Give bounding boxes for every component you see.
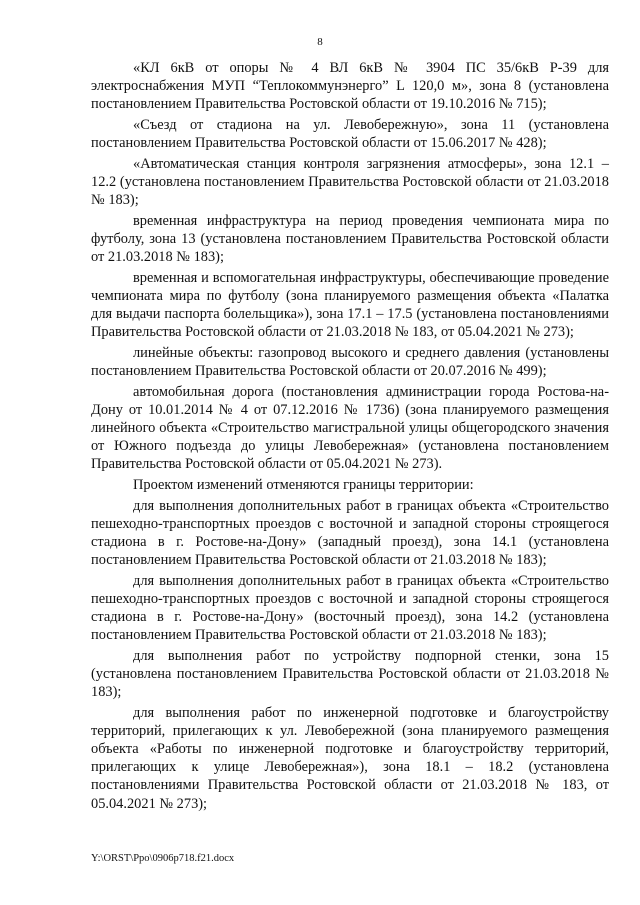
footer-file-path: Y:\ORST\Ppo\0906p718.f21.docx <box>91 853 235 864</box>
paragraph: для выполнения работ по инженерной подготовке и благоустройству территорий, прилегающих к ул. Левобережной (зона планируемого размещения объекта «Работы по инженерной подготовке и благоустройству территорий, прилегающих к улице Левобережная»), зона 18.1 – 18.2 (установлена постановлениями Правительства Ростовской области от 21.03.2018 № 183, от 05.04.2021 № 273); <box>91 704 609 812</box>
paragraph: для выполнения дополнительных работ в границах объекта «Строительство пешеходно-транспортных проездов с восточной и западной стороны строящегося стадиона в г. Ростове-на-Дону» (западный проезд), зона 14.1 (установлена постановлением Правительства Ростовской области от 21.03.2018 № 183); <box>91 497 609 569</box>
paragraph: автомобильная дорога (постановления администрации города Ростова-на-Дону от 10.01.2014 № 4 от 07.12.2016 № 1736) (зона планируемого размещения линейного объекта «Строительство магистральной улицы общегородского значения от Южного подъезда до улицы Левобережная» (установлена постановлением Правительства Ростовской области от 05.04.2021 № 273). <box>91 383 609 473</box>
paragraph: Проектом изменений отменяются границы территории: <box>133 476 474 493</box>
paragraph: временная инфраструктура на период проведения чемпионата мира по футболу, зона 13 (установлена постановлением Правительства Ростовской области от 21.03.2018 № 183); <box>91 212 609 266</box>
paragraph: «КЛ 6кВ от опоры № 4 ВЛ 6кВ № 3904 ПС 35/6кВ Р-39 для электроснабжения МУП “Теплокоммунэнерго” L 120,0 м», зона 8 (установлена постановлением Правительства Ростовской области от 19.10.2016 № 715); <box>91 60 609 113</box>
paragraph: «Съезд от стадиона на ул. Левобережную», зона 11 (установлена постановлением Правительства Ростовской области от 15.06.2017 № 428); <box>91 116 609 152</box>
paragraph: временная и вспомогательная инфраструктуры, обеспечивающие проведение чемпионата мира по футболу (зона планируемого размещения объекта «Палатка для выдачи паспорта болельщика»), зона 17.1 – 17.5 (установлена постановлениями Правительства Ростовской области от 21.03.2018 № 183, от 05.04.2021 № 273); <box>91 269 609 341</box>
paragraph: линейные объекты: газопровод высокого и среднего давления (установлены постановлением Правительства Ростовской области от 20.07.2016 № 499); <box>91 344 609 379</box>
page-number: 8 <box>317 36 323 48</box>
paragraph: для выполнения работ по устройству подпорной стенки, зона 15 (установлена постановлением Правительства Ростовской области от 21.03.2018 № 183); <box>91 647 609 701</box>
paragraph: для выполнения дополнительных работ в границах объекта «Строительство пешеходно-транспортных проездов с восточной и западной стороны строящегося стадиона в г. Ростове-на-Дону» (восточный проезд), зона 14.2 (установлена постановлением Правительства Ростовской области от 21.03.2018 № 183); <box>91 572 609 644</box>
paragraph: «Автоматическая станция контроля загрязнения атмосферы», зона 12.1 – 12.2 (установлена постановлением Правительства Ростовской области от 21.03.2018 № 183); <box>91 155 609 209</box>
document-body <box>91 59 609 815</box>
